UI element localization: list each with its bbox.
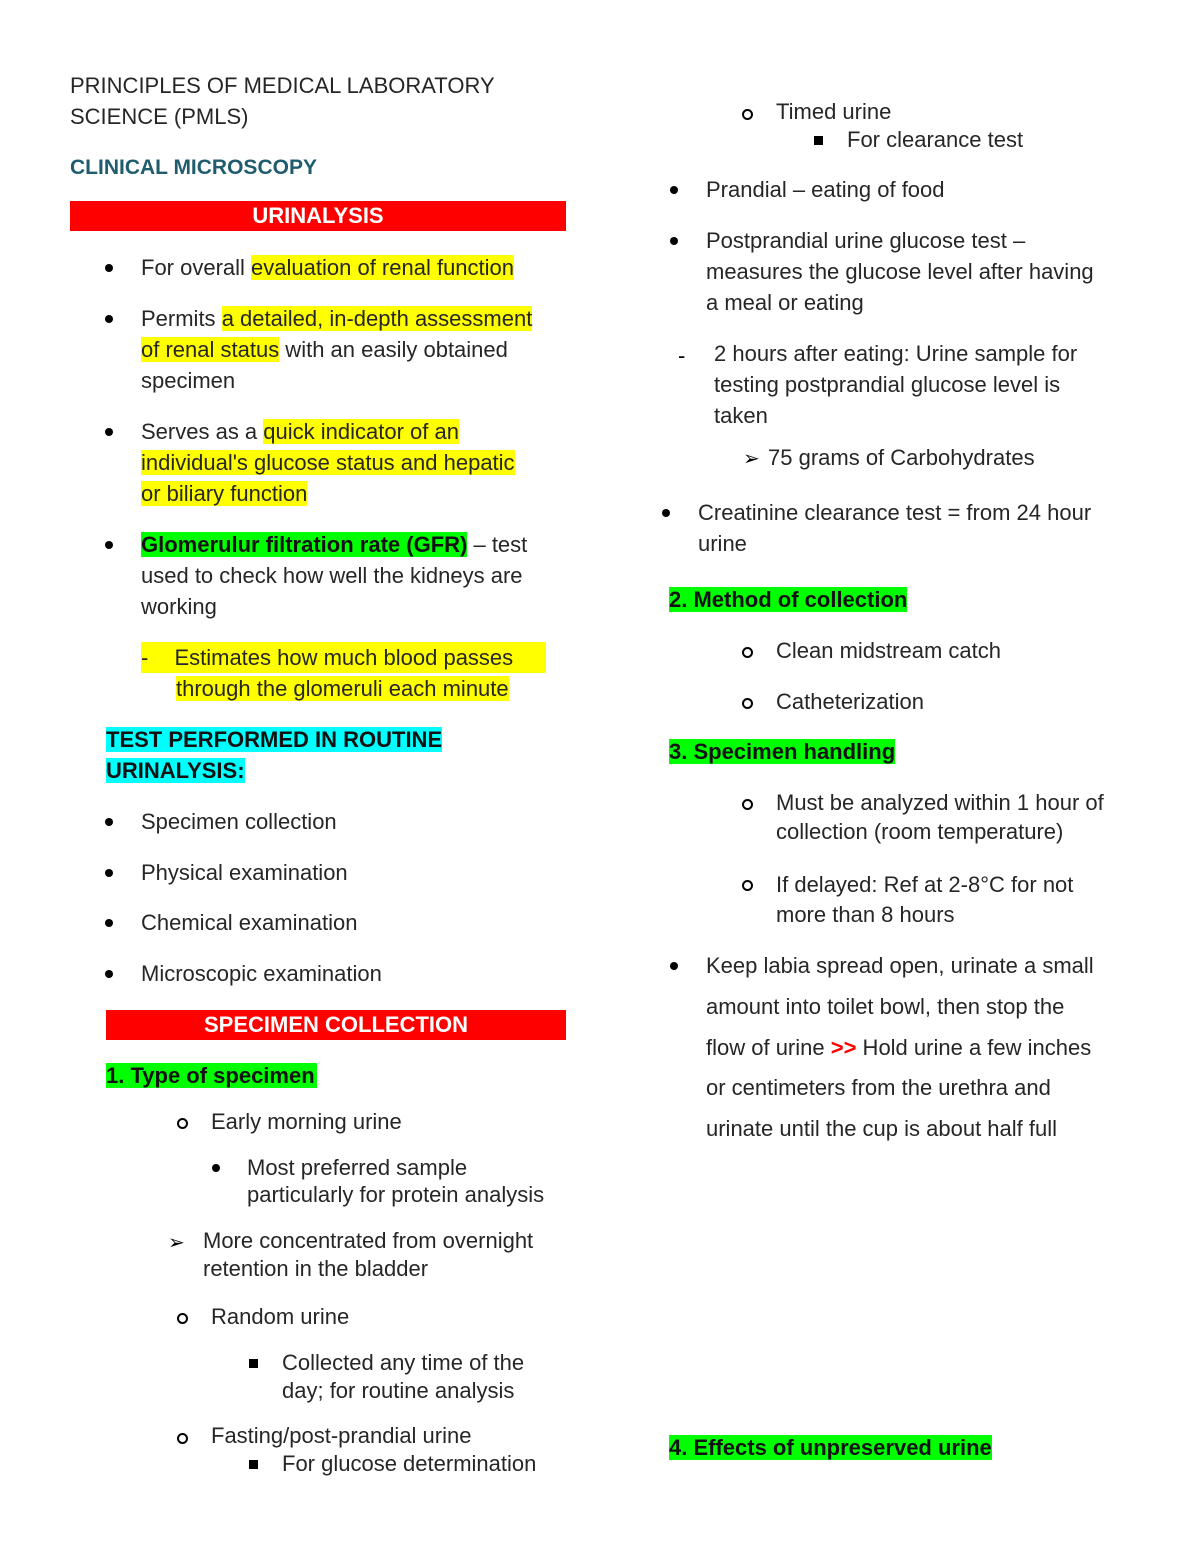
urinalysis-point-2 — [141, 303, 532, 334]
highlight: through the glomeruli each minute — [176, 676, 509, 701]
delayed-line1: If delayed: Ref at 2-8°C for not — [776, 872, 1074, 897]
bullet-icon — [105, 315, 113, 323]
early-morning-urine: Early morning urine — [211, 1109, 402, 1134]
early-sub-line2: particularly for protein analysis — [247, 1182, 545, 1207]
square-bullet-icon — [814, 136, 823, 145]
urinalysis-banner: URINALYSIS — [70, 201, 566, 231]
postprandial-line3: a meal or eating — [706, 290, 864, 315]
text: For overall — [141, 255, 252, 280]
gfr-line3: working — [141, 594, 217, 619]
circle-bullet-icon — [742, 698, 753, 709]
dash-bullet-icon: - — [678, 343, 686, 368]
analyzed-line2: collection (room temperature) — [776, 819, 1064, 844]
text: Hold urine a few inches — [856, 1035, 1092, 1060]
fasting-sub: For glucose determination — [282, 1451, 537, 1476]
highlight: or biliary function — [141, 481, 308, 506]
method-heading — [669, 584, 907, 615]
double-arrow-marker: >> — [830, 1035, 857, 1060]
bullet-icon — [670, 237, 678, 245]
circle-bullet-icon — [177, 1433, 188, 1444]
specimen-collection-banner: SPECIMEN COLLECTION — [106, 1010, 566, 1040]
highlight: TEST PERFORMED IN ROUTINE — [106, 727, 443, 752]
bullet-icon — [670, 186, 678, 194]
bullet-icon — [105, 919, 113, 927]
bullet-icon — [670, 962, 678, 970]
fasting-urine: Fasting/post-prandial urine — [211, 1423, 472, 1448]
type-of-specimen-heading — [106, 1060, 317, 1091]
clearance-test: For clearance test — [847, 127, 1024, 152]
routine-item: Chemical examination — [141, 910, 358, 935]
prandial: Prandial – eating of food — [706, 177, 945, 202]
section-title: CLINICAL MICROSCOPY — [70, 156, 317, 179]
text: flow of urine — [706, 1035, 831, 1060]
circle-bullet-icon — [742, 799, 753, 810]
carbohydrates: 75 grams of Carbohydrates — [768, 445, 1035, 470]
urinalysis-point-3-line3 — [141, 478, 307, 509]
highlight: quick indicator of an — [263, 419, 459, 444]
catheterization: Catheterization — [776, 689, 924, 714]
bullet-icon — [105, 541, 113, 549]
timed-urine: Timed urine — [776, 99, 892, 124]
bullet-icon — [105, 428, 113, 436]
concentrated-line2: retention in the bladder — [203, 1256, 429, 1281]
labia-line1: Keep labia spread open, urinate a small — [706, 953, 1094, 978]
circle-bullet-icon — [742, 109, 753, 120]
routine-heading-line2 — [106, 755, 245, 786]
bullet-icon — [105, 970, 113, 978]
urinalysis-point-3 — [141, 416, 459, 447]
highlight: a detailed, in-depth assessment — [221, 306, 533, 331]
labia-line5: urinate until the cup is about half full — [706, 1116, 1058, 1141]
two-hours-line3: taken — [714, 403, 768, 428]
bullet-icon — [105, 264, 113, 272]
arrow-bullet-icon: ➢ — [168, 1232, 185, 1254]
handling-heading — [669, 736, 895, 767]
highlight: 1. Type of specimen — [106, 1063, 315, 1088]
square-bullet-icon — [249, 1460, 258, 1469]
circle-bullet-icon — [177, 1313, 188, 1324]
gfr-sub-line2 — [176, 673, 509, 704]
two-hours-line2: testing postprandial glucose level is — [714, 372, 1061, 397]
highlight: of renal status — [141, 337, 280, 362]
creatinine-line2: urine — [698, 531, 747, 556]
labia-line3 — [706, 1032, 1091, 1063]
analyzed-line1: Must be analyzed within 1 hour of — [776, 790, 1104, 815]
highlight: 3. Specimen handling — [669, 739, 896, 764]
gfr-line2: used to check how well the kidneys are — [141, 563, 523, 588]
highlight: 4. Effects of unpreserved urine — [669, 1435, 992, 1460]
gfr-highlight: Glomerulur filtration rate (GFR) — [141, 532, 468, 557]
bullet-icon — [662, 509, 670, 517]
routine-item: Physical examination — [141, 860, 348, 885]
bullet-icon — [105, 818, 113, 826]
clean-midstream: Clean midstream catch — [776, 638, 1001, 663]
random-urine: Random urine — [211, 1304, 350, 1329]
text: – test — [467, 532, 528, 557]
routine-item: Specimen collection — [141, 809, 337, 834]
highlight: evaluation of renal function — [251, 255, 515, 280]
doc-title-line2: SCIENCE (PMLS) — [70, 104, 249, 129]
concentrated-line1: More concentrated from overnight — [203, 1228, 534, 1253]
delayed-line2: more than 8 hours — [776, 902, 955, 927]
urinalysis-point-3-line2 — [141, 447, 515, 478]
urinalysis-point-1 — [141, 252, 514, 283]
text: with an easily obtained — [279, 337, 508, 362]
urinalysis-point-2-line2 — [141, 334, 508, 365]
creatinine-line1: Creatinine clearance test = from 24 hour — [698, 500, 1092, 525]
square-bullet-icon — [249, 1359, 258, 1368]
postprandial-line2: measures the glucose level after having — [706, 259, 1094, 284]
doc-title-line1: PRINCIPLES OF MEDICAL LABORATORY — [70, 73, 495, 98]
circle-bullet-icon — [742, 647, 753, 658]
two-hours-line1: 2 hours after eating: Urine sample for — [714, 341, 1078, 366]
labia-line2: amount into toilet bowl, then stop the — [706, 994, 1065, 1019]
text: Estimates how much blood passes — [168, 645, 514, 670]
gfr-sub-line1 — [141, 642, 546, 673]
arrow-bullet-icon: ➢ — [743, 448, 760, 470]
postprandial-line1: Postprandial urine glucose test – — [706, 228, 1026, 253]
gfr-point — [141, 529, 527, 560]
random-sub-line2: day; for routine analysis — [282, 1378, 515, 1403]
highlight: 2. Method of collection — [669, 587, 908, 612]
highlight: individual's glucose status and hepatic — [141, 450, 515, 475]
dash: - — [141, 645, 149, 670]
text: Serves as a — [141, 419, 264, 444]
effects-heading — [669, 1432, 992, 1463]
highlight: URINALYSIS: — [106, 758, 245, 783]
early-sub-line1: Most preferred sample — [247, 1155, 468, 1180]
circle-bullet-icon — [742, 880, 753, 891]
text: Permits — [141, 306, 222, 331]
urinalysis-point-2-line3: specimen — [141, 368, 236, 393]
routine-item: Microscopic examination — [141, 961, 382, 986]
labia-line4: or centimeters from the urethra and — [706, 1075, 1051, 1100]
circle-bullet-icon — [177, 1118, 188, 1129]
routine-heading-line1 — [106, 724, 442, 755]
bullet-icon — [105, 869, 113, 877]
random-sub-line1: Collected any time of the — [282, 1350, 525, 1375]
bullet-icon — [212, 1164, 220, 1172]
